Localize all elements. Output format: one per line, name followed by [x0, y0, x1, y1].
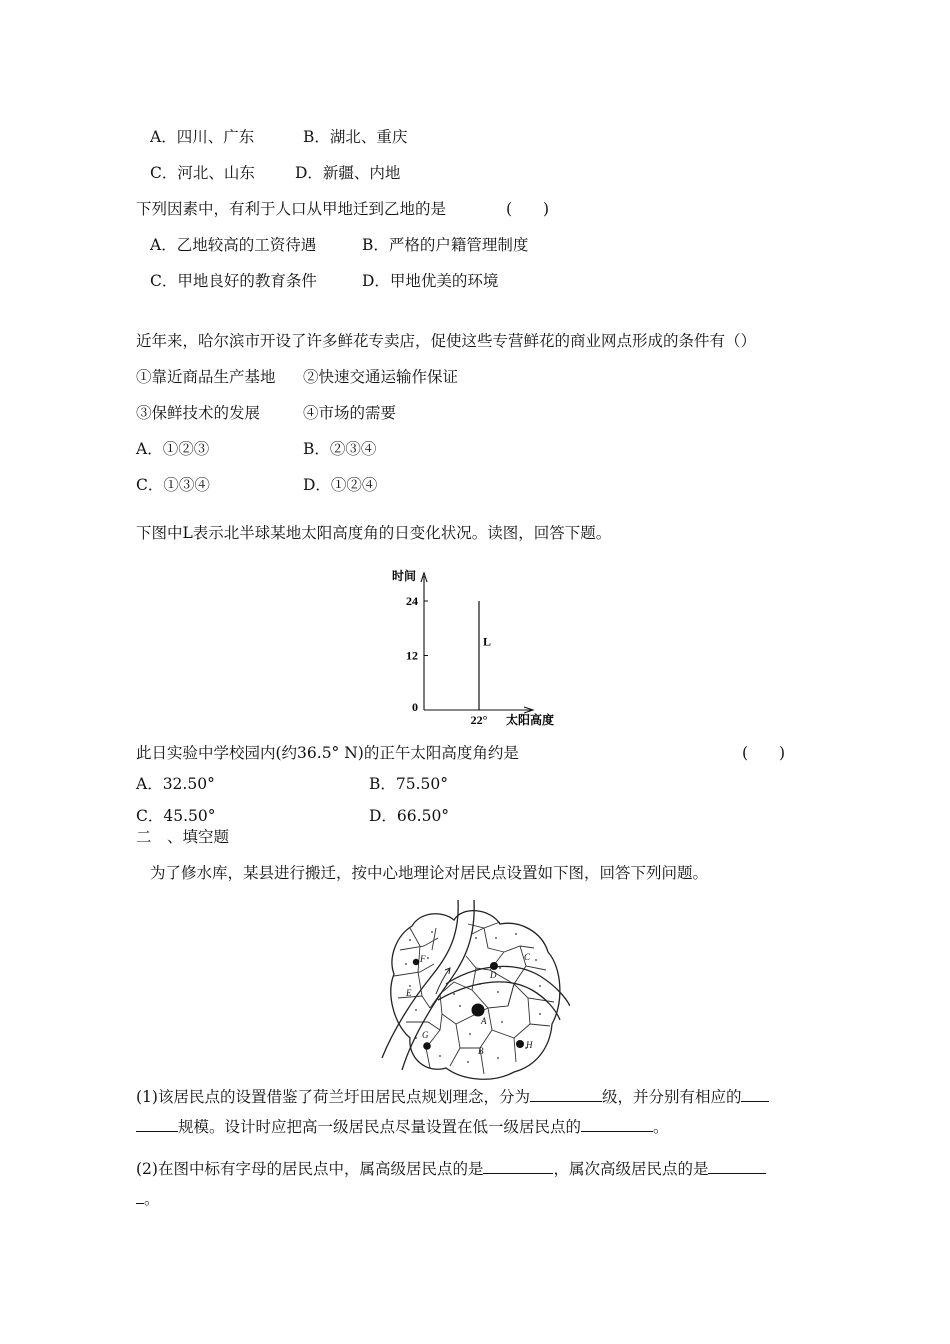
- section-intro: 为了修水库，某县进行搬迁，按中心地理论对居民点设置如下图，回答下列问题。: [150, 864, 709, 882]
- fill-q1-blank-2[interactable]: [741, 1087, 769, 1102]
- fill-q1-text-c: 规模。设计时应把高一级居民点尽量设置在低一级居民点的: [178, 1118, 582, 1136]
- map-label-c: C: [524, 952, 531, 962]
- q4-option-a: A．32.50°: [136, 775, 215, 793]
- q2-option-b: B．严格的户籍管理制度: [362, 236, 529, 254]
- q4-option-d: D．66.50°: [369, 807, 450, 825]
- q1-option-b: B．湖北、重庆: [303, 128, 408, 146]
- q4-intro: 下图中L表示北半球某地太阳高度角的日变化状况。读图，回答下题。: [136, 524, 612, 542]
- fill-q2-blank-1[interactable]: [483, 1159, 553, 1174]
- y-tick-label-1: 12: [406, 648, 418, 663]
- fill-q1-blank-2-cont[interactable]: [136, 1117, 178, 1132]
- q3-option-a: A．①②③: [136, 440, 210, 458]
- q2-option-c: C．甲地良好的教育条件: [150, 272, 317, 290]
- settlement-f: [413, 959, 419, 965]
- y-tick-label-2: 24: [406, 594, 418, 608]
- fill-q2-blank-2-cont[interactable]: [136, 1189, 144, 1204]
- map-label-h: H: [526, 1040, 533, 1050]
- y-tick-label-0: 0: [412, 700, 418, 714]
- y-axis-label: 时间: [392, 569, 417, 583]
- fill-q1-blank-1[interactable]: [530, 1087, 602, 1102]
- fill-q1-line2: [136, 1116, 669, 1138]
- q3-option-b: B．②③④: [303, 440, 377, 458]
- fill-q1-blank-3[interactable]: [581, 1117, 653, 1132]
- q4-answer-paren: ( ): [742, 744, 786, 762]
- settlement-a: [472, 1004, 485, 1017]
- fill-q2-line2: [136, 1188, 160, 1210]
- q4-option-c: C．45.50°: [136, 807, 216, 825]
- q2-answer-paren: ( ): [506, 200, 550, 218]
- fill-q1-text-d: 。: [653, 1118, 669, 1136]
- county-boundary: [391, 911, 560, 1080]
- settlement-d: [490, 962, 498, 970]
- x-axis-label: 太阳高度: [506, 713, 555, 727]
- fill-q1-text-a: (1)该居民点的设置借鉴了荷兰圩田居民点规划理念，分为: [136, 1088, 530, 1106]
- q3-stem: 近年来，哈尔滨市开设了许多鲜花专卖店，促使这些专营鲜花的商业网点形成的条件有（）: [136, 332, 757, 350]
- map-label-d: D: [490, 970, 497, 980]
- series-label-L: L: [483, 634, 492, 649]
- q4-option-b: B．75.50°: [369, 775, 449, 793]
- q1-option-d: D．新疆、内地: [295, 164, 401, 182]
- q3-option-d: D．①②④: [303, 476, 378, 494]
- q2-option-d: D．甲地优美的环境: [362, 272, 499, 290]
- fill-q2-text-b: ，属次高级居民点的是: [553, 1160, 709, 1178]
- x-tick-label: 22°: [470, 713, 488, 727]
- q2-option-a: A．乙地较高的工资待遇: [150, 236, 317, 254]
- fill-q1-line1: [136, 1086, 769, 1108]
- map-label-g: G: [422, 1030, 429, 1040]
- settlement-g: [423, 1042, 431, 1050]
- q3-item-1: ①靠近商品生产基地: [136, 368, 276, 386]
- q1-option-c: C．河北、山东: [150, 164, 255, 182]
- q3-item-4: ④市场的需要: [303, 404, 397, 422]
- fill-q2-blank-2[interactable]: [708, 1159, 766, 1174]
- map-label-e: E: [406, 988, 412, 998]
- q4-stem: 此日实验中学校园内(约36.5° N)的正午太阳高度角约是: [136, 744, 519, 762]
- q3-option-c: C．①③④: [136, 476, 210, 494]
- q3-item-2: ②快速交通运输作保证: [303, 368, 459, 386]
- settlement-h: [516, 1040, 524, 1048]
- cell-boundaries: [394, 922, 554, 1074]
- q2-stem: 下列因素中，有利于人口从甲地迁到乙地的是: [136, 200, 447, 218]
- q3-item-3: ③保鲜技术的发展: [136, 404, 261, 422]
- section-title: 二 、填空题: [136, 828, 230, 846]
- settlement-map: [380, 898, 570, 1084]
- fill-q1-text-b: 级，并分别有相应的: [601, 1088, 742, 1106]
- solar-altitude-chart: [380, 566, 580, 732]
- fill-q2-line1: [136, 1158, 766, 1180]
- fill-q2-text-a: (2)在图中标有字母的居民点中，属高级居民点的是: [136, 1160, 484, 1178]
- map-label-f: F: [420, 954, 426, 964]
- q1-option-a: A．四川、广东: [150, 128, 255, 146]
- map-label-b: B: [478, 1046, 484, 1056]
- fill-q2-text-c: 。: [144, 1190, 160, 1208]
- map-label-a: A: [481, 1016, 487, 1026]
